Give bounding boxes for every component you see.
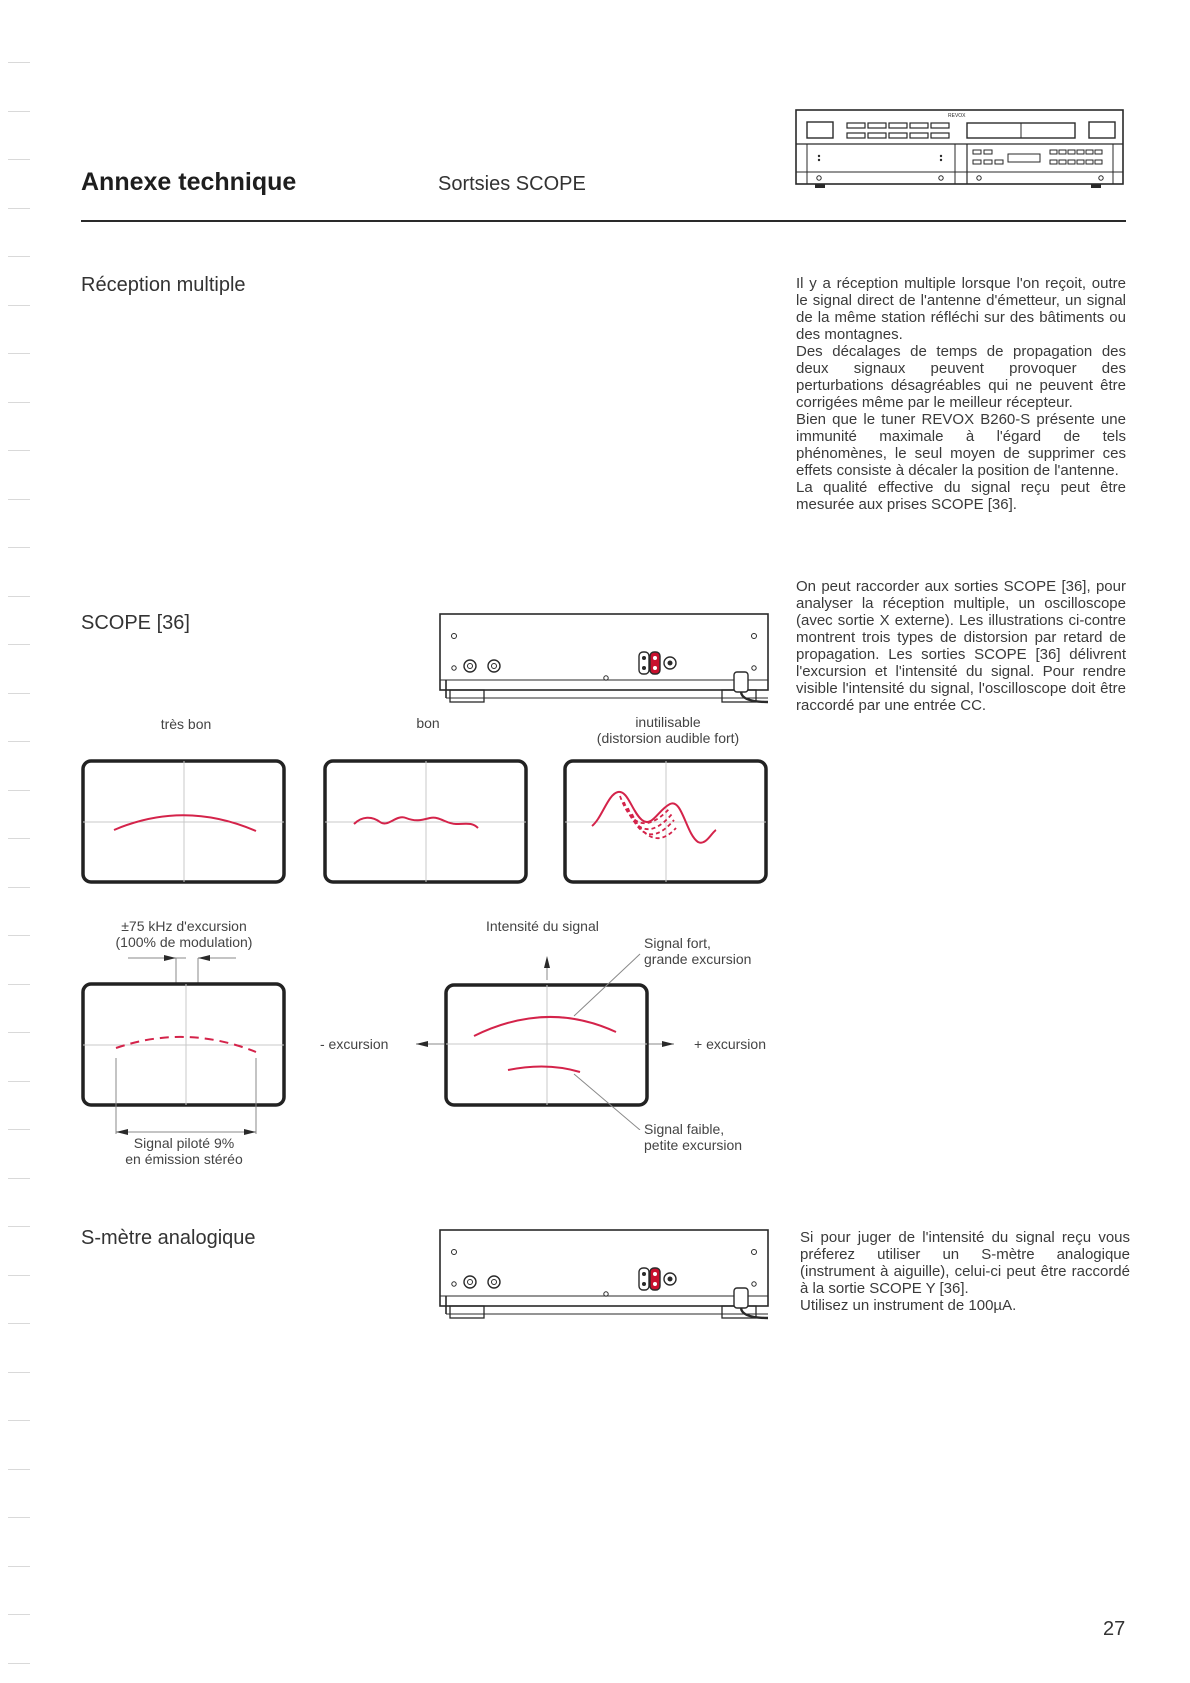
smeter-text: [800, 1229, 1130, 1314]
margin-tick: [8, 1226, 30, 1227]
scope-screen-pilot: [80, 948, 290, 1140]
margin-tick: [8, 1129, 30, 1130]
label-very-good: très bon: [160, 716, 212, 732]
page-subtitle: Sortsies SCOPE: [438, 173, 586, 195]
label-plus-excursion: + excursion: [694, 1036, 766, 1052]
reception-paragraph: Il y a réception multiple lorsque l'on reçoit, outre le signal direct de l'antenne d'émetteur, un signal de la même station réfléchi sur des bâtiments ou des montagnes.: [796, 275, 1126, 343]
margin-tick: [8, 644, 30, 645]
section-title-reception: Réception multiple: [81, 274, 246, 296]
margin-tick: [8, 547, 30, 548]
scope-screen-unusable: [562, 758, 772, 886]
label-weak-excursion: petite excursion: [644, 1137, 743, 1153]
reception-paragraph: Bien que le tuner REVOX B260-S présente une immunité maximale à l'égard de tels phénomènes, le seul moyen de supprimer ces effets consiste à décaler la position de l'antenne.: [796, 411, 1126, 479]
margin-tick: [8, 887, 30, 888]
label-strong: Signal fort,: [644, 935, 711, 951]
margin-tick: [8, 1032, 30, 1033]
section-title-scope: SCOPE [36]: [81, 612, 190, 634]
margin-tick: [8, 1517, 30, 1518]
margin-tick: [8, 402, 30, 403]
margin-tick: [8, 693, 30, 694]
reception-paragraph: Des décalages de temps de propagation des deux signaux peuvent provoquer des perturbations désagréables qui ne peuvent être corrigées même par le meilleur récepteur.: [796, 343, 1126, 411]
intensity-diagram: [414, 950, 690, 1130]
margin-tick: [8, 1420, 30, 1421]
smeter-paragraph: Si pour juger de l'intensité du signal reçu vous préferez utiliser un S-mètre analogique (instrument à aiguille), celui-ci peut être raccordé à la sortie SCOPE Y [36].: [800, 1229, 1130, 1297]
smeter-paragraph: Utilisez un instrument de 100µA.: [800, 1297, 1017, 1314]
scope-paragraph: On peut raccorder aux sorties SCOPE [36], pour analyser la réception multiple, un oscilloscope (avec sortie X externe). Les illustrations ci-contre montrent trois types de distorsion par retard de propagation. Les sorties SCOPE [36] délivrent l'excursion et l'intensité du signal. Pour rendre visible l'intensité du signal, l'oscilloscope doit être raccordé par une entrée CC.: [796, 578, 1126, 714]
margin-tick: [8, 790, 30, 791]
margin-tick: [8, 450, 30, 451]
caption-pilot: Signal piloté 9%: [133, 1135, 235, 1151]
rear-panel-illustration-smeter: [438, 1228, 773, 1322]
rear-panel-illustration-scope: [438, 612, 773, 706]
margin-tick: [8, 111, 30, 112]
margin-tick: [8, 256, 30, 257]
margin-tick: [8, 1178, 30, 1179]
margin-tick: [8, 596, 30, 597]
section-title-smeter: S-mètre analogique: [81, 1227, 256, 1249]
scope-screen-good: [322, 758, 532, 886]
scope-y-jack-highlight: [650, 1268, 660, 1290]
margin-tick: [8, 1566, 30, 1567]
caption-stereo: en émission stéréo: [125, 1151, 243, 1167]
margin-tick: [8, 1323, 30, 1324]
label-minus-excursion: - excursion: [320, 1036, 389, 1052]
margin-tick: [8, 1469, 30, 1470]
scope-jack-highlight: [650, 652, 660, 674]
margin-tick: [8, 1663, 30, 1664]
label-intensity: Intensité du signal: [486, 918, 599, 934]
page-number: 27: [1103, 1618, 1126, 1640]
label-unusable-note: (distorsion audible fort): [596, 730, 740, 746]
margin-tick: [8, 159, 30, 160]
caption-deviation: ±75 kHz d'excursion: [121, 918, 247, 934]
scope-screen-very-good: [80, 758, 290, 886]
margin-tick: [8, 499, 30, 500]
reception-paragraph: La qualité effective du signal reçu peut être mesurée aux prises SCOPE [36].: [796, 479, 1126, 513]
tuner-front-illustration: [795, 108, 1125, 194]
brand-label: REVOX: [948, 113, 966, 119]
label-strong-excursion: grande excursion: [644, 951, 752, 967]
label-good: bon: [416, 715, 440, 731]
margin-tick: [8, 741, 30, 742]
margin-tick: [8, 305, 30, 306]
margin-tick: [8, 838, 30, 839]
margin-tick: [8, 1081, 30, 1082]
margin-tick: [8, 1275, 30, 1276]
margin-tick: [8, 1372, 30, 1373]
margin-tick: [8, 353, 30, 354]
margin-tick: [8, 1614, 30, 1615]
margin-tick: [8, 984, 30, 985]
header-rule: [81, 220, 1126, 222]
margin-tick: [8, 208, 30, 209]
margin-tick: [8, 935, 30, 936]
margin-tick: [8, 62, 30, 63]
label-weak: Signal faible,: [644, 1121, 725, 1137]
caption-modulation: (100% de modulation): [115, 934, 253, 950]
page-title: Annexe technique: [81, 168, 297, 196]
label-unusable: inutilisable: [635, 714, 701, 730]
reception-text: [796, 275, 1126, 513]
